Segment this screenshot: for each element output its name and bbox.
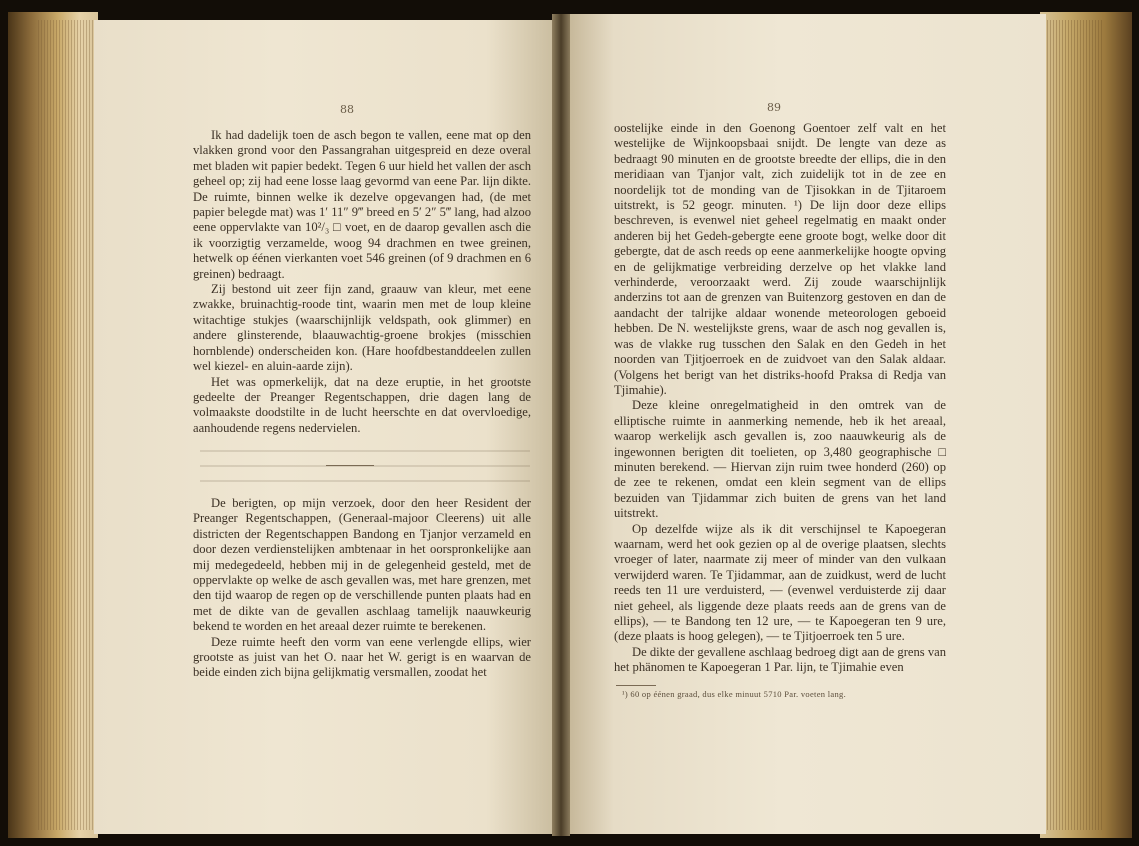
left-page-edges	[8, 12, 98, 838]
left-text-upper	[193, 128, 531, 436]
paragraph: oostelijke einde in den Goenong Goentoer zelf valt en het westelijke de Wijnkoopsbaai snijdt. De lengte van deze as bedraagt 90 minuten en de grootste breedte der ellips, die in den meridiaan van Tjanjor valt, zich zuidelijk tot in de zee en noordelijk tot de monding van de Tjisokkan in de Tjitaroem uitstrekt, is 52 geogr. minuten. ¹) De lijn door deze ellips beschreven, is evenwel niet geheel regelmatig en maakt onder anderen bij het Gedeh-gebergte eene groote bogt, welke door dit gebergte, dat de asch reeds op eene aanmerkelijke hoogte opving en de gelijkmatige verbreiding derzelve op het vlakke land verhinderde, veroorzaakt werd. Zij zoude waarschijnlijk anderzins tot aan de grenzen van Buitenzorg gestoven en dan de aandacht der talrijke aldaar wonende meteorologen geboeid hebben. De N. westelijkste grens, waar de asch nog gevallen is, was de vlakke rug tusschen den Salak en den Gedeh in het noorden van Tjitjoerroek en de zuidvoet van den Salak aldaar. (Volgens het berigt van het distriks-hoofd Praksa di Redja van Tjimahie).	[614, 121, 946, 397]
footnote: ¹) 60 op éénen graad, dus elke minuut 5710 Par. voeten lang.	[622, 689, 847, 699]
page-number-left: 88	[340, 103, 354, 116]
paragraph: Het was opmerkelijk, dat na deze eruptie, in het grootste gedeelte der Preanger Regentschappen, drie dagen lang de volmaakste doodstilte in de lucht heerschte en dat overvloedige, aanhoudende regens nedervielen.	[193, 374, 531, 435]
footnote-rule	[616, 685, 656, 686]
right-page-edges	[1040, 12, 1132, 838]
paragraph: De dikte der gevallene aschlaag bedroeg digt aan de grens van het phänomen te Kapoegeran 1 Par. lijn, te Tjimahie even	[614, 644, 947, 675]
page-number-right: 89	[767, 101, 781, 114]
paragraph: Zij bestond uit zeer fijn zand, graauw van kleur, met eene zwakke, bruinachtig-roode tint, waarin men met de loup kleine witachtige stukjes (waarschijnlijk veldspath, ook glimmer) en andere glinsterende, blaauwachtig-groene brokjes (misschien hornblende) onderscheiden kon. (Hare hoofdbestanddeelen zullen wel kiezel- en aluin-aarde zijn).	[193, 282, 531, 374]
paragraph: Deze kleine onregelmatigheid in den omtrek van de elliptische ruimte in aanmerking nemende, heb ik het areaal, waarop werkelijk asch gevallen is, zoo naauwkeurig als de ingewonnen berigten dit toelieten, op 3,480 geographische □ minuten berekend. — Hiervan zijn ruim twee honderd (260) op de zee te rekenen, omdat een klein segment van de ellips bezuiden van Tjidammar zich buiten de grens van het land uitstrekt.	[614, 398, 946, 521]
paragraph: Deze ruimte heeft den vorm van eene verlengde ellips, wier grootste as juist van het O. naar het W. gerigt is en waarvan de beide einden zich bijna gelijkmatig versmallen, zoodat het	[193, 634, 531, 680]
left-text-lower	[193, 496, 531, 681]
show-through	[200, 444, 530, 484]
right-text	[614, 121, 946, 676]
book-gutter	[552, 14, 570, 836]
paragraph: Op dezelfde wijze als ik dit verschijnsel te Kapoegeran waarnam, werd het ook gezien op al de overige plaatsen, slechts vroeger of later, naarmate zij meer of minder van den vulkaan verwijderd waren. Te Tjidammar, aan de zuidkust, werd de lucht reeds ten 11 ure verduisterd, — (evenwel verduisterde zij daar niet geheel, als liggende deze plaats reeds aan de grens van de ellips), — te Bandong ten 12 ure, — te Kapoegeran ten 9 ure, (deze plaats is hoog gelegen), — te Tjitjoerroek ten 5 ure.	[614, 521, 946, 644]
section-divider	[326, 465, 374, 466]
paragraph: Ik had dadelijk toen de asch begon te vallen, eene mat op den vlakken grond voor den Passangrahan uitgespreid en deze overal met bladen wit papier bedekt. Tegen 6 uur hield het vallen der asch geheel op; zij had eene losse laag gevormd van eene Par. lijn dikte. De ruimte, binnen welke ik dezelve opgevangen had, (de met papier belegde mat) was 1′ 11″ 9‴ breed en 5′ 2″ 5‴ lang, had alzoo eene oppervlakte van 10²/₃ □ voet, en de daarop gevallen asch die ik voorzigtig verzamelde, woog 94 drachmen en twee greinen, hetwelk op éénen vierkanten voet 546 greinen (of 9 drachmen en 6 greinen) bedraagt.	[193, 128, 531, 281]
paragraph: De berigten, op mijn verzoek, door den heer Resident der Preanger Regentschappen, (Generaal-majoor Cleerens) uit alle districten der Regentschappen Bandong en Tjanjor verzameld en door dezen verdienstelijken ambtenaar in het oorspronkelijke aan mij medegedeeld, hebben mij in de gelegenheid gesteld, met de oppervlakte op welke de asch gevallen was, met hare grenzen, met den tijd waarop de regen op de verschillende punten plaats had en met de dikte van de gevallen aschlaag tamelijk naauwkeurig bekend te worden en het areaal dezer ruimte te berekenen.	[193, 496, 531, 634]
